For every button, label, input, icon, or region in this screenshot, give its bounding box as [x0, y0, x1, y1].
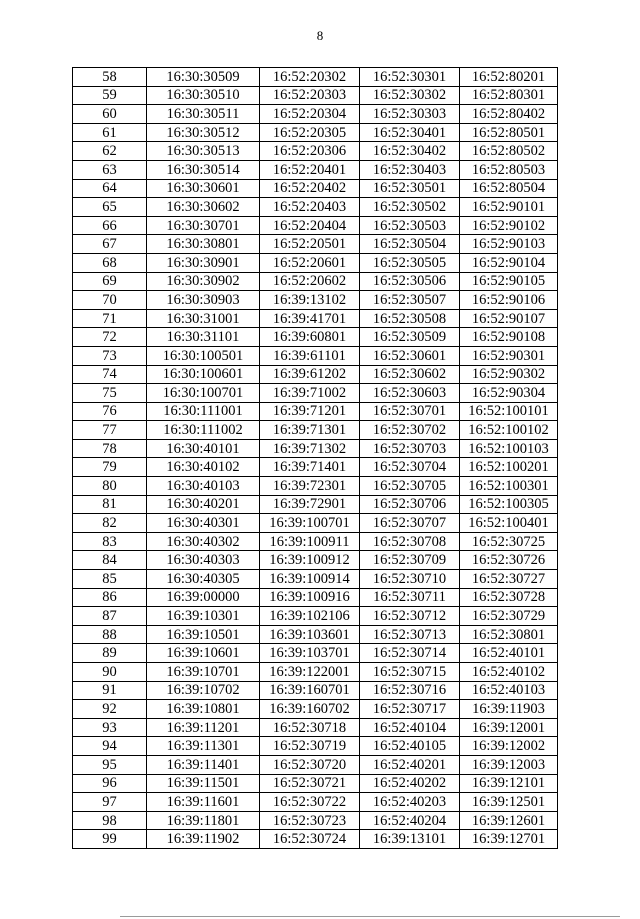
table-row [73, 793, 558, 812]
table-row [73, 365, 558, 384]
time-cell: 16:52:30722 [260, 793, 360, 812]
table-row [73, 458, 558, 477]
time-cell: 16:52:100102 [460, 421, 558, 440]
table-row [73, 514, 558, 533]
row-number-cell: 94 [73, 737, 147, 756]
time-cell: 16:52:30501 [360, 179, 460, 198]
table-row [73, 328, 558, 347]
time-cell: 16:52:40201 [360, 755, 460, 774]
row-number-cell: 74 [73, 365, 147, 384]
data-table-container [72, 67, 557, 849]
row-number-cell: 65 [73, 198, 147, 217]
time-cell: 16:39:72901 [260, 495, 360, 514]
time-cell: 16:30:40301 [147, 514, 260, 533]
time-cell: 16:39:12501 [460, 793, 558, 812]
time-cell: 16:30:30511 [147, 105, 260, 124]
time-cell: 16:52:90304 [460, 384, 558, 403]
time-cell: 16:52:90302 [460, 365, 558, 384]
table-row [73, 625, 558, 644]
row-number-cell: 76 [73, 402, 147, 421]
time-cell: 16:52:30721 [260, 774, 360, 793]
time-cell: 16:52:100103 [460, 439, 558, 458]
table-row [73, 588, 558, 607]
row-number-cell: 68 [73, 253, 147, 272]
time-cell: 16:52:90102 [460, 216, 558, 235]
table-row [73, 216, 558, 235]
time-cell: 16:52:40202 [360, 774, 460, 793]
time-cell: 16:39:100916 [260, 588, 360, 607]
time-cell: 16:52:20602 [260, 272, 360, 291]
table-row [73, 235, 558, 254]
time-cell: 16:52:90106 [460, 291, 558, 310]
time-cell: 16:52:30709 [360, 551, 460, 570]
time-cell: 16:52:30507 [360, 291, 460, 310]
time-cell: 16:52:30712 [360, 607, 460, 626]
time-cell: 16:30:30512 [147, 123, 260, 142]
time-cell: 16:52:40101 [460, 644, 558, 663]
row-number-cell: 81 [73, 495, 147, 514]
time-cell: 16:52:80201 [460, 68, 558, 87]
time-cell: 16:52:30703 [360, 439, 460, 458]
time-cell: 16:52:30723 [260, 811, 360, 830]
time-cell: 16:39:100914 [260, 570, 360, 589]
time-cell: 16:39:61202 [260, 365, 360, 384]
time-cell: 16:52:100401 [460, 514, 558, 533]
time-cell: 16:30:40101 [147, 439, 260, 458]
time-cell: 16:39:12003 [460, 755, 558, 774]
time-cell: 16:30:30514 [147, 160, 260, 179]
time-cell: 16:30:30801 [147, 235, 260, 254]
time-cell: 16:52:20306 [260, 142, 360, 161]
time-cell: 16:52:90108 [460, 328, 558, 347]
time-cell: 16:30:111001 [147, 402, 260, 421]
row-number-cell: 86 [73, 588, 147, 607]
row-number-cell: 90 [73, 663, 147, 682]
row-number-cell: 59 [73, 86, 147, 105]
time-cell: 16:39:100912 [260, 551, 360, 570]
time-cell: 16:52:30303 [360, 105, 460, 124]
row-number-cell: 67 [73, 235, 147, 254]
time-cell: 16:52:30726 [460, 551, 558, 570]
time-cell: 16:39:10601 [147, 644, 260, 663]
time-cell: 16:52:30705 [360, 477, 460, 496]
time-cell: 16:39:11903 [460, 700, 558, 719]
table-row [73, 291, 558, 310]
time-cell: 16:52:30720 [260, 755, 360, 774]
table-row [73, 551, 558, 570]
row-number-cell: 95 [73, 755, 147, 774]
time-cell: 16:39:72301 [260, 477, 360, 496]
row-number-cell: 69 [73, 272, 147, 291]
row-number-cell: 70 [73, 291, 147, 310]
time-cell: 16:52:80402 [460, 105, 558, 124]
table-row [73, 663, 558, 682]
time-cell: 16:30:100701 [147, 384, 260, 403]
row-number-cell: 85 [73, 570, 147, 589]
time-cell: 16:52:30509 [360, 328, 460, 347]
time-cell: 16:52:90301 [460, 346, 558, 365]
time-cell: 16:39:13102 [260, 291, 360, 310]
row-number-cell: 87 [73, 607, 147, 626]
row-number-cell: 98 [73, 811, 147, 830]
time-cell: 16:52:30714 [360, 644, 460, 663]
time-cell: 16:39:12002 [460, 737, 558, 756]
time-cell: 16:52:100101 [460, 402, 558, 421]
time-cell: 16:52:30401 [360, 123, 460, 142]
row-number-cell: 93 [73, 718, 147, 737]
time-cell: 16:39:11201 [147, 718, 260, 737]
row-number-cell: 79 [73, 458, 147, 477]
time-cell: 16:39:00000 [147, 588, 260, 607]
time-cell: 16:30:31001 [147, 309, 260, 328]
table-body [73, 68, 558, 849]
row-number-cell: 61 [73, 123, 147, 142]
time-cell: 16:52:20304 [260, 105, 360, 124]
time-cell: 16:39:10801 [147, 700, 260, 719]
table-row [73, 570, 558, 589]
table-row [73, 439, 558, 458]
time-cell: 16:39:10702 [147, 681, 260, 700]
table-row [73, 830, 558, 849]
page-number: 8 [316, 28, 324, 43]
table-row [73, 309, 558, 328]
time-cell: 16:30:30601 [147, 179, 260, 198]
time-cell: 16:30:31101 [147, 328, 260, 347]
time-cell: 16:52:30727 [460, 570, 558, 589]
row-number-cell: 60 [73, 105, 147, 124]
row-number-cell: 71 [73, 309, 147, 328]
time-cell: 16:30:111002 [147, 421, 260, 440]
time-cell: 16:30:30902 [147, 272, 260, 291]
time-cell: 16:52:30403 [360, 160, 460, 179]
time-cell: 16:52:30716 [360, 681, 460, 700]
time-cell: 16:30:40103 [147, 477, 260, 496]
time-cell: 16:39:71302 [260, 439, 360, 458]
time-cell: 16:52:100301 [460, 477, 558, 496]
time-cell: 16:52:40203 [360, 793, 460, 812]
time-cell: 16:39:60801 [260, 328, 360, 347]
time-cell: 16:52:30502 [360, 198, 460, 217]
time-cell: 16:52:80501 [460, 123, 558, 142]
time-cell: 16:39:12001 [460, 718, 558, 737]
time-cell: 16:52:30707 [360, 514, 460, 533]
time-cell: 16:39:71401 [260, 458, 360, 477]
time-cell: 16:39:10301 [147, 607, 260, 626]
time-cell: 16:52:30713 [360, 625, 460, 644]
time-cell: 16:39:103701 [260, 644, 360, 663]
table-row [73, 402, 558, 421]
row-number-cell: 96 [73, 774, 147, 793]
row-number-cell: 58 [73, 68, 147, 87]
time-cell: 16:52:90107 [460, 309, 558, 328]
time-cell: 16:52:30801 [460, 625, 558, 644]
time-cell: 16:52:90104 [460, 253, 558, 272]
time-cell: 16:30:30901 [147, 253, 260, 272]
time-cell: 16:39:61101 [260, 346, 360, 365]
row-number-cell: 63 [73, 160, 147, 179]
table-row [73, 68, 558, 87]
table-row [73, 253, 558, 272]
row-number-cell: 91 [73, 681, 147, 700]
time-cell: 16:52:100201 [460, 458, 558, 477]
row-number-cell: 97 [73, 793, 147, 812]
time-cell: 16:52:90103 [460, 235, 558, 254]
row-number-cell: 64 [73, 179, 147, 198]
time-cell: 16:52:30710 [360, 570, 460, 589]
row-number-cell: 66 [73, 216, 147, 235]
time-cell: 16:52:20501 [260, 235, 360, 254]
table-row [73, 105, 558, 124]
time-cell: 16:52:30402 [360, 142, 460, 161]
row-number-cell: 80 [73, 477, 147, 496]
time-cell: 16:52:90101 [460, 198, 558, 217]
table-row [73, 755, 558, 774]
table-row [73, 198, 558, 217]
data-table [72, 67, 558, 849]
time-cell: 16:30:30509 [147, 68, 260, 87]
time-cell: 16:52:30503 [360, 216, 460, 235]
page-bottom-divider [120, 916, 620, 917]
time-cell: 16:52:30301 [360, 68, 460, 87]
table-row [73, 718, 558, 737]
table-row [73, 737, 558, 756]
time-cell: 16:30:30701 [147, 216, 260, 235]
row-number-cell: 77 [73, 421, 147, 440]
table-row [73, 384, 558, 403]
row-number-cell: 88 [73, 625, 147, 644]
time-cell: 16:52:80504 [460, 179, 558, 198]
time-cell: 16:39:100701 [260, 514, 360, 533]
time-cell: 16:39:103601 [260, 625, 360, 644]
row-number-cell: 99 [73, 830, 147, 849]
row-number-cell: 62 [73, 142, 147, 161]
time-cell: 16:39:13101 [360, 830, 460, 849]
row-number-cell: 82 [73, 514, 147, 533]
row-number-cell: 75 [73, 384, 147, 403]
time-cell: 16:52:30702 [360, 421, 460, 440]
table-row [73, 607, 558, 626]
time-cell: 16:30:40305 [147, 570, 260, 589]
table-row [73, 644, 558, 663]
time-cell: 16:52:30717 [360, 700, 460, 719]
time-cell: 16:30:40201 [147, 495, 260, 514]
time-cell: 16:52:30711 [360, 588, 460, 607]
row-number-cell: 72 [73, 328, 147, 347]
table-row [73, 421, 558, 440]
time-cell: 16:52:30601 [360, 346, 460, 365]
time-cell: 16:52:30728 [460, 588, 558, 607]
row-number-cell: 92 [73, 700, 147, 719]
time-cell: 16:30:100601 [147, 365, 260, 384]
time-cell: 16:30:100501 [147, 346, 260, 365]
row-number-cell: 89 [73, 644, 147, 663]
time-cell: 16:52:30725 [460, 532, 558, 551]
time-cell: 16:52:30603 [360, 384, 460, 403]
time-cell: 16:39:11301 [147, 737, 260, 756]
table-row [73, 142, 558, 161]
time-cell: 16:52:30504 [360, 235, 460, 254]
time-cell: 16:52:40104 [360, 718, 460, 737]
time-cell: 16:52:20402 [260, 179, 360, 198]
time-cell: 16:52:90105 [460, 272, 558, 291]
time-cell: 16:30:30602 [147, 198, 260, 217]
time-cell: 16:30:30510 [147, 86, 260, 105]
table-row [73, 160, 558, 179]
table-row [73, 681, 558, 700]
time-cell: 16:39:160702 [260, 700, 360, 719]
time-cell: 16:52:30706 [360, 495, 460, 514]
time-cell: 16:52:40102 [460, 663, 558, 682]
time-cell: 16:52:80502 [460, 142, 558, 161]
time-cell: 16:52:20403 [260, 198, 360, 217]
time-cell: 16:30:40303 [147, 551, 260, 570]
table-row [73, 346, 558, 365]
time-cell: 16:52:20601 [260, 253, 360, 272]
time-cell: 16:52:30718 [260, 718, 360, 737]
time-cell: 16:52:30506 [360, 272, 460, 291]
time-cell: 16:52:30302 [360, 86, 460, 105]
table-row [73, 700, 558, 719]
table-row [73, 477, 558, 496]
time-cell: 16:52:30715 [360, 663, 460, 682]
time-cell: 16:30:30513 [147, 142, 260, 161]
time-cell: 16:39:11902 [147, 830, 260, 849]
table-row [73, 495, 558, 514]
time-cell: 16:52:30602 [360, 365, 460, 384]
time-cell: 16:52:20302 [260, 68, 360, 87]
time-cell: 16:39:71301 [260, 421, 360, 440]
time-cell: 16:52:30701 [360, 402, 460, 421]
time-cell: 16:39:10501 [147, 625, 260, 644]
time-cell: 16:52:20404 [260, 216, 360, 235]
time-cell: 16:52:30508 [360, 309, 460, 328]
time-cell: 16:39:10701 [147, 663, 260, 682]
time-cell: 16:39:11401 [147, 755, 260, 774]
time-cell: 16:30:30903 [147, 291, 260, 310]
time-cell: 16:52:40105 [360, 737, 460, 756]
time-cell: 16:39:71201 [260, 402, 360, 421]
time-cell: 16:39:102106 [260, 607, 360, 626]
time-cell: 16:52:30719 [260, 737, 360, 756]
time-cell: 16:52:100305 [460, 495, 558, 514]
time-cell: 16:52:20305 [260, 123, 360, 142]
time-cell: 16:52:30708 [360, 532, 460, 551]
table-row [73, 774, 558, 793]
time-cell: 16:52:40204 [360, 811, 460, 830]
table-row [73, 86, 558, 105]
time-cell: 16:39:12601 [460, 811, 558, 830]
row-number-cell: 73 [73, 346, 147, 365]
time-cell: 16:39:12101 [460, 774, 558, 793]
table-row [73, 123, 558, 142]
row-number-cell: 83 [73, 532, 147, 551]
time-cell: 16:39:12701 [460, 830, 558, 849]
table-row [73, 532, 558, 551]
time-cell: 16:52:30729 [460, 607, 558, 626]
table-row [73, 811, 558, 830]
time-cell: 16:52:30704 [360, 458, 460, 477]
time-cell: 16:39:71002 [260, 384, 360, 403]
time-cell: 16:52:40103 [460, 681, 558, 700]
time-cell: 16:52:20401 [260, 160, 360, 179]
time-cell: 16:39:41701 [260, 309, 360, 328]
time-cell: 16:39:11601 [147, 793, 260, 812]
table-row [73, 179, 558, 198]
time-cell: 16:52:30724 [260, 830, 360, 849]
time-cell: 16:39:160701 [260, 681, 360, 700]
time-cell: 16:39:11801 [147, 811, 260, 830]
time-cell: 16:39:100911 [260, 532, 360, 551]
time-cell: 16:52:80301 [460, 86, 558, 105]
time-cell: 16:30:40302 [147, 532, 260, 551]
time-cell: 16:52:20303 [260, 86, 360, 105]
time-cell: 16:52:80503 [460, 160, 558, 179]
time-cell: 16:39:122001 [260, 663, 360, 682]
row-number-cell: 78 [73, 439, 147, 458]
time-cell: 16:30:40102 [147, 458, 260, 477]
time-cell: 16:39:11501 [147, 774, 260, 793]
row-number-cell: 84 [73, 551, 147, 570]
time-cell: 16:52:30505 [360, 253, 460, 272]
table-row [73, 272, 558, 291]
